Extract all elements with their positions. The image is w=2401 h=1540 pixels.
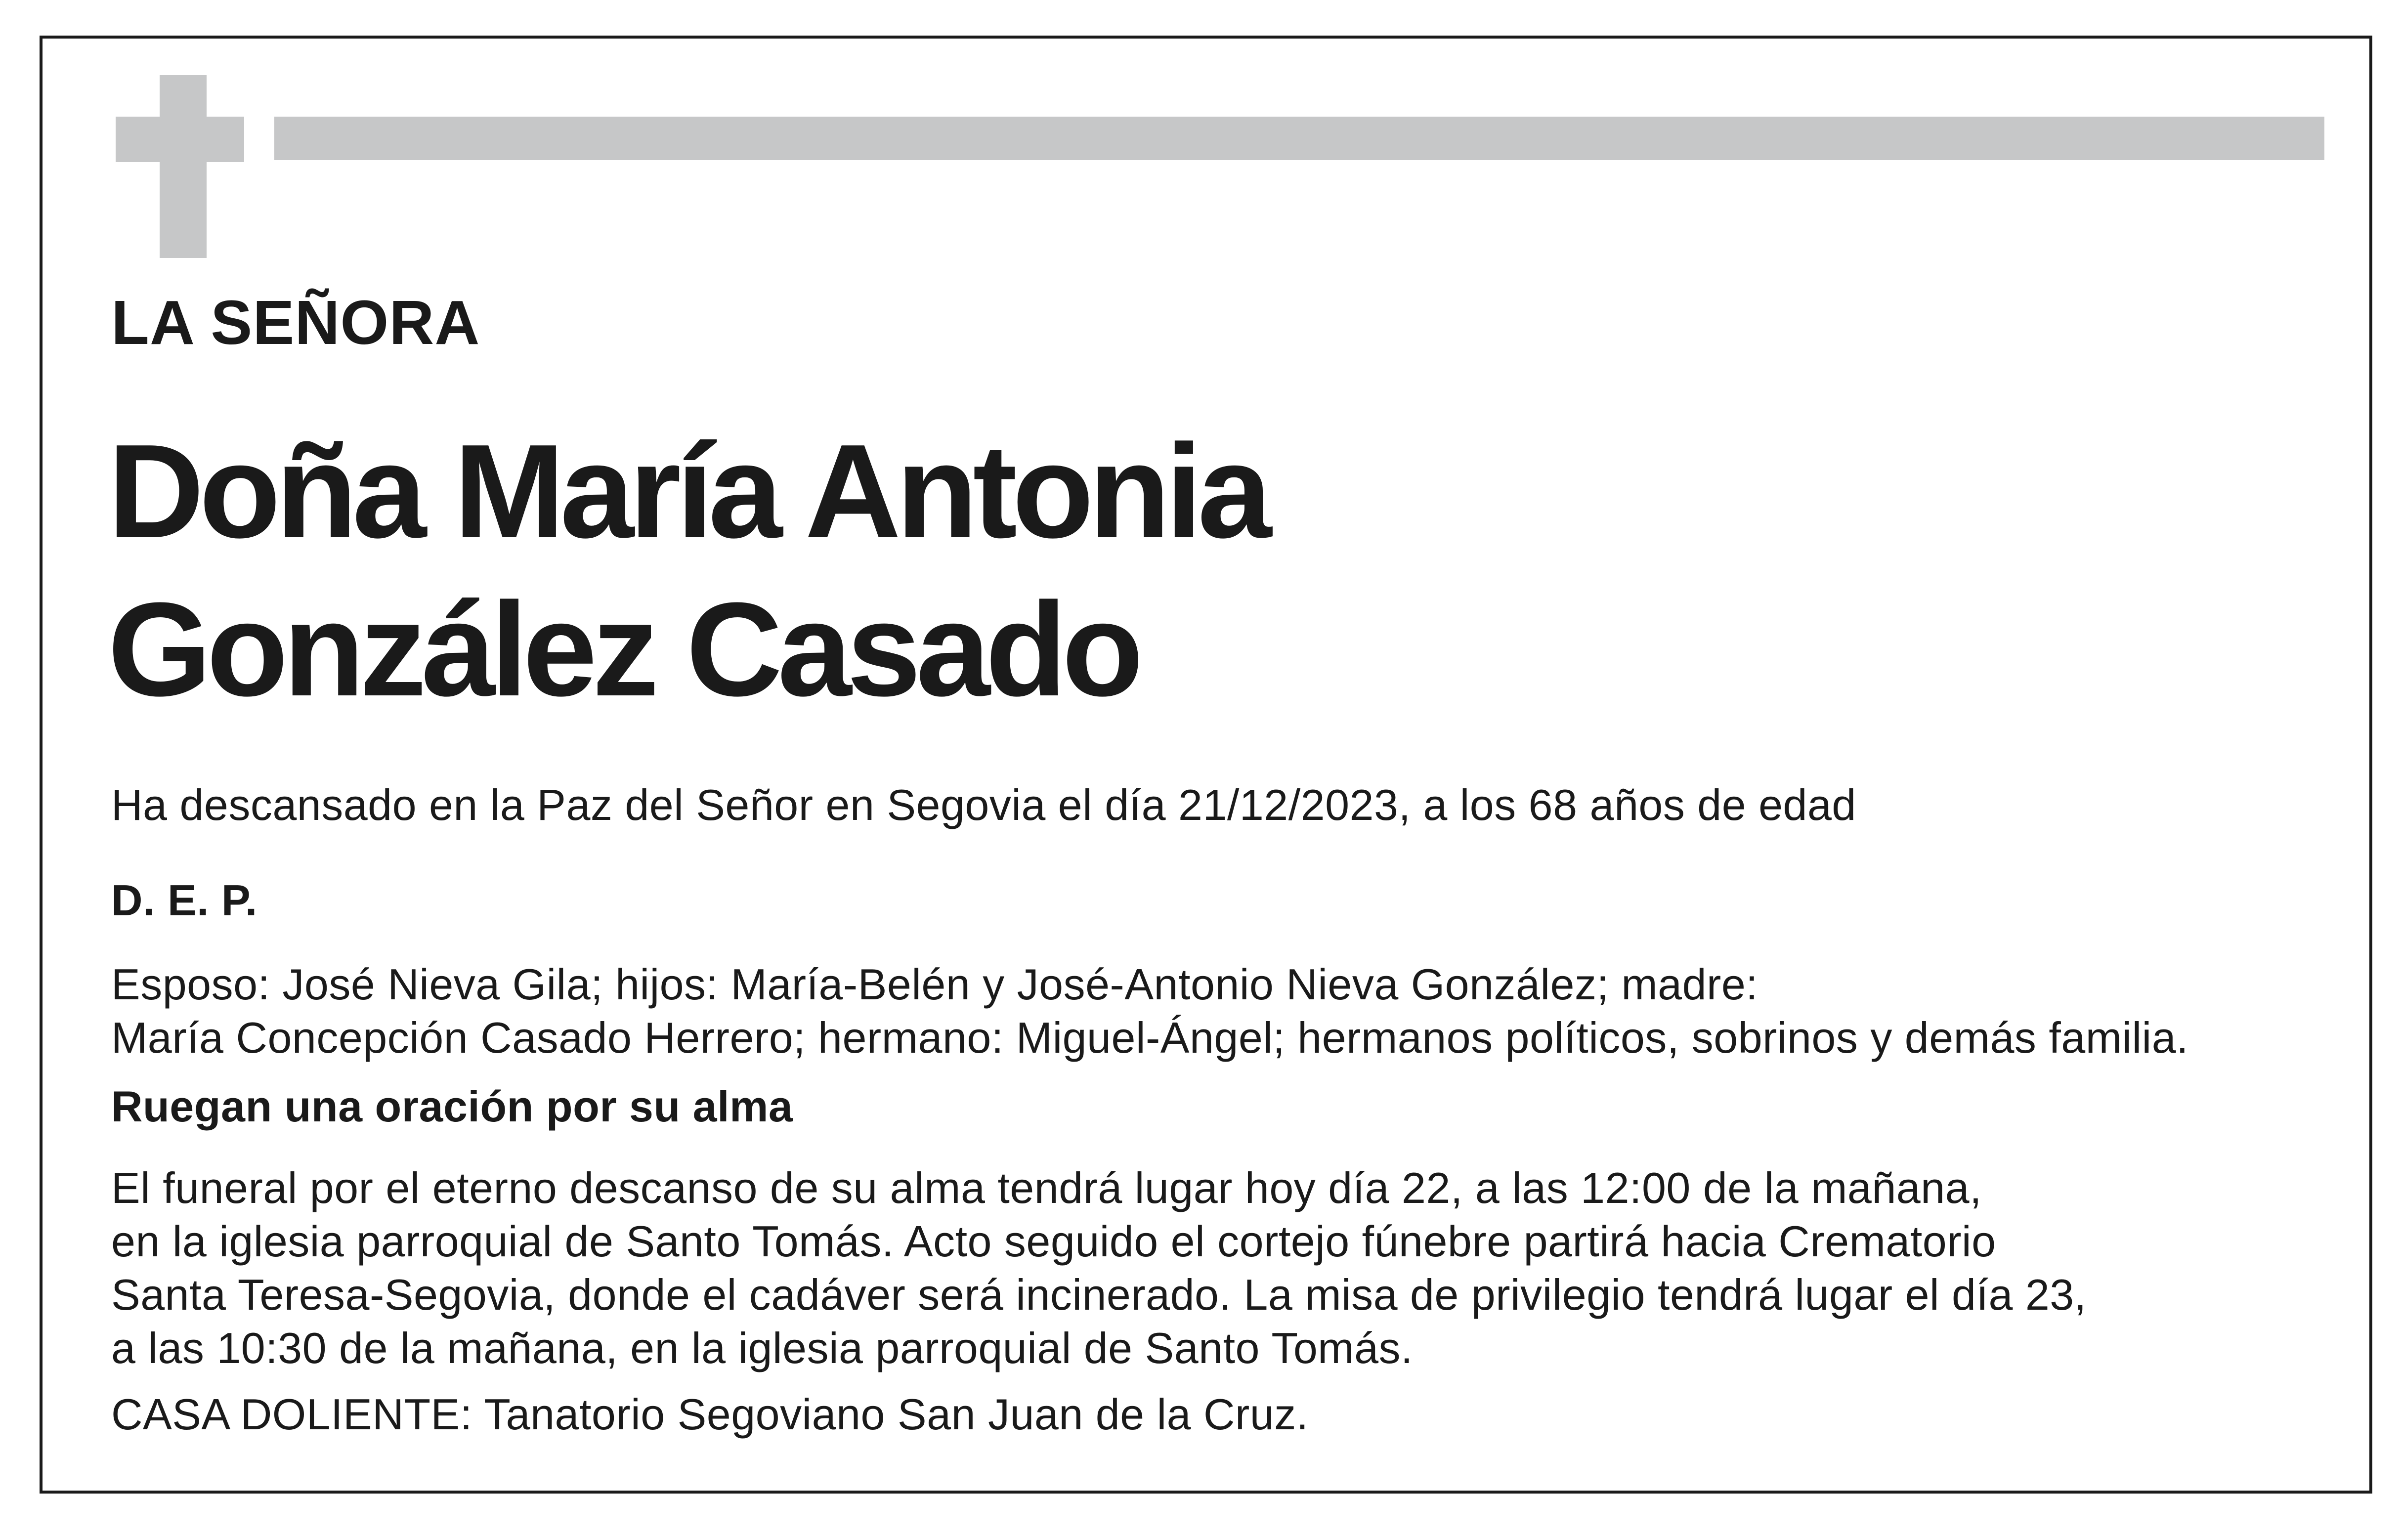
funeral-line-1: El funeral por el eterno descanso de su alma tendrá lugar hoy día 22, a las 12:00 de la mañana, [111, 1163, 1982, 1212]
funeral-line-2: en la iglesia parroquial de Santo Tomás. Acto seguido el cortejo fúnebre partirá hacia Crematorio [111, 1217, 1996, 1266]
mourning-house: CASA DOLIENTE: Tanatorio Segoviano San Juan de la Cruz. [111, 1390, 1309, 1439]
deceased-name-line-1: Doña María Antonia [108, 417, 1267, 566]
funeral-line-4: a las 10:30 de la mañana, en la iglesia parroquial de Santo Tomás. [111, 1324, 1413, 1372]
family-line-2: María Concepción Casado Herrero; hermano: Miguel-Ángel; hermanos políticos, sobrinos y demás familia. [111, 1013, 2189, 1062]
deceased-name [108, 413, 1267, 729]
family-line-1: Esposo: José Nieva Gila; hijos: María-Belén y José-Antonio Nieva González; madre: [111, 960, 1758, 1009]
cross-icon-arm [116, 117, 244, 162]
prayer-request: Ruegan una oración por su alma [111, 1082, 793, 1131]
rip-text: D. E. P. [111, 876, 257, 925]
funeral-paragraph [111, 1161, 2087, 1375]
death-notice: Ha descansado en la Paz del Señor en Segovia el día 21/12/2023, a los 68 años de edad [111, 780, 1856, 829]
cross-icon [160, 75, 207, 258]
deceased-name-line-2: González Casado [108, 575, 1139, 724]
funeral-line-3: Santa Teresa-Segovia, donde el cadáver será incinerado. La misa de privilegio tendrá lugar el día 23, [111, 1270, 2087, 1319]
header-divider-bar [274, 117, 2324, 160]
honorific-title: LA SEÑORA [111, 288, 480, 357]
family-paragraph [111, 958, 2188, 1065]
